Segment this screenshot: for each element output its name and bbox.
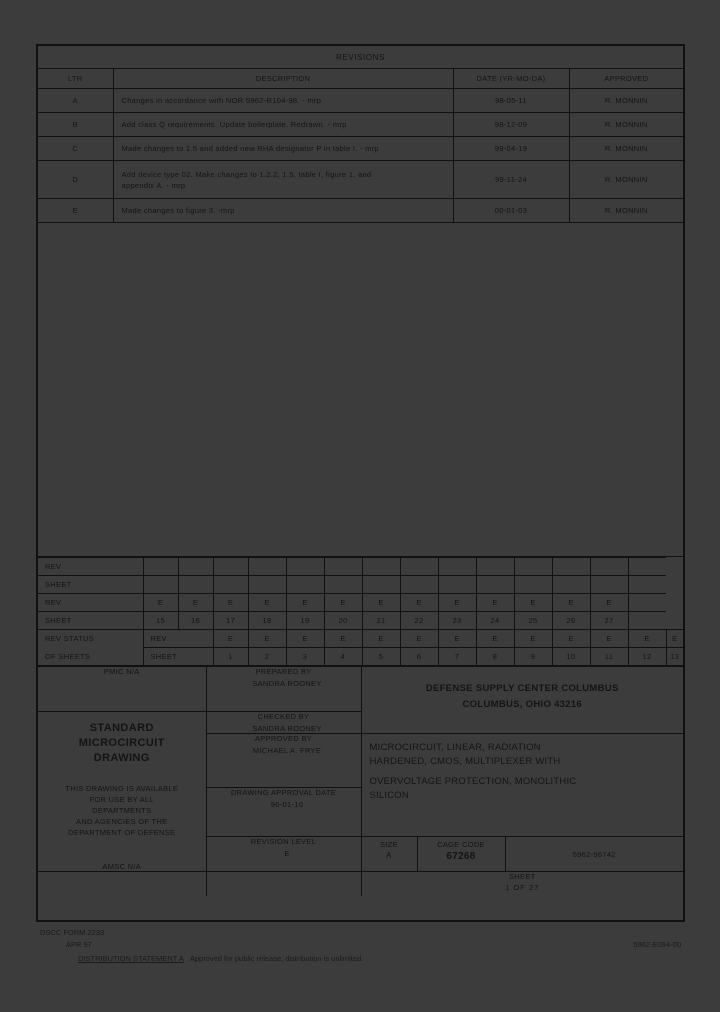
form-number: DSCC FORM 2233 — [40, 928, 105, 937]
status-label-rev: REV — [38, 558, 143, 576]
status-cell — [628, 576, 666, 594]
size-label: SIZE — [380, 840, 398, 849]
status-cell: E — [213, 630, 248, 648]
drawing-sheet-frame — [36, 44, 685, 922]
status-cell: E — [628, 630, 666, 648]
revision-date: 99-04-19 — [453, 137, 569, 161]
availability-line5: DEPARTMENT OF DEFENSE — [68, 828, 176, 837]
smd-block — [38, 712, 206, 872]
status-label-sheet: SHEET — [38, 576, 143, 594]
approved-by-field — [206, 734, 361, 788]
status-cell: E — [213, 594, 248, 612]
status-cell: E — [514, 594, 552, 612]
status-cell: 25 — [514, 612, 552, 630]
sheet-field — [361, 872, 683, 897]
status-row-rev-mid — [38, 594, 683, 612]
status-cell — [248, 576, 286, 594]
status-cell — [362, 558, 400, 576]
status-cell: 8 — [476, 648, 514, 666]
agency-name-line2: COLUMBUS, OHIO 43216 — [462, 699, 583, 710]
revision-description-line2: appendix A. - mrp — [121, 180, 186, 190]
drawing-canvas-area — [38, 223, 683, 557]
status-cell: E — [400, 630, 438, 648]
revision-description — [113, 161, 453, 199]
status-label-revstatus: REV STATUS — [38, 630, 143, 648]
revision-description: Made changes to 1.5 and added new RHA designator P in table I. - mrp — [113, 137, 453, 161]
document-code: 5962-E094-00 — [633, 940, 681, 949]
revision-level-field — [206, 837, 361, 872]
approval-date-value: 96-01-10 — [270, 800, 304, 809]
status-cell — [438, 576, 476, 594]
status-row-sheet-mid — [38, 612, 683, 630]
title-block-row-prepared — [38, 667, 683, 712]
status-cell: E — [286, 594, 324, 612]
status-cell: E — [362, 630, 400, 648]
smd-title-line1: STANDARD — [89, 722, 154, 734]
description-line1: MICROCIRCUIT, LINEAR, RADIATION — [369, 742, 541, 753]
table-row — [38, 199, 683, 223]
status-cell: 24 — [476, 612, 514, 630]
status-cell: 26 — [552, 612, 590, 630]
status-row-rev-bottom — [38, 630, 683, 648]
table-row — [38, 89, 683, 113]
approved-by-label: APPROVED BY — [254, 734, 313, 743]
status-cell — [552, 576, 590, 594]
description-line3: OVERVOLTAGE PROTECTION, MONOLITHIC — [369, 776, 577, 787]
title-block-spacer-mid — [206, 872, 361, 897]
status-cell: 13 — [666, 648, 683, 666]
prepared-by-label: PREPARED BY — [255, 667, 312, 676]
revisions-table — [38, 46, 683, 223]
prepared-by-field — [206, 667, 361, 712]
status-cell — [286, 576, 324, 594]
status-cell — [400, 576, 438, 594]
revision-date: 99-11-24 — [453, 161, 569, 199]
approval-date-label: DRAWING APPROVAL DATE — [230, 788, 337, 797]
status-cell: E — [438, 630, 476, 648]
page-footer — [40, 928, 685, 963]
drawing-number: 5962-96742 — [505, 837, 683, 872]
status-cell: 2 — [248, 648, 286, 666]
prepared-by-name: SANDRA ROONEY — [252, 679, 322, 688]
column-header-approved: APPROVED — [569, 69, 683, 89]
status-cell: 9 — [514, 648, 552, 666]
status-cell: E — [286, 630, 324, 648]
status-cell — [628, 558, 666, 576]
status-cell — [213, 558, 248, 576]
title-block — [38, 666, 683, 896]
drawing-description — [361, 734, 683, 837]
status-row-rev-top — [38, 558, 683, 576]
status-cell — [590, 576, 628, 594]
status-cell — [514, 558, 552, 576]
revision-description: Made changes to figure 3. -mrp — [113, 199, 453, 223]
checked-by-field — [206, 712, 361, 734]
status-cell — [178, 558, 213, 576]
status-label-ofsheets: OF SHEETS — [38, 648, 143, 666]
cage-code-field — [417, 837, 505, 872]
revision-letter: A — [38, 89, 113, 113]
title-block-row-sheet — [38, 872, 683, 897]
revision-level-value: E — [284, 849, 290, 858]
form-date: APR 97 — [66, 940, 92, 949]
revisions-title: REVISIONS — [38, 46, 683, 69]
status-cell: 22 — [400, 612, 438, 630]
status-cell — [476, 558, 514, 576]
description-line2: HARDENED, CMOS, MULTIPLEXER WITH — [369, 756, 561, 767]
status-cell: 17 — [213, 612, 248, 630]
status-cell: 21 — [362, 612, 400, 630]
table-row — [38, 137, 683, 161]
availability-line2: FOR USE BY ALL — [89, 795, 154, 804]
status-cell — [590, 558, 628, 576]
revisions-header-row — [38, 69, 683, 89]
status-cell: 1 — [213, 648, 248, 666]
table-row — [38, 161, 683, 199]
status-label-rev: REV — [38, 594, 143, 612]
distribution-statement-text: Approved for public release; distribution is unlimited. — [189, 954, 364, 963]
revision-approved: R. MONNIN — [569, 113, 683, 137]
revision-approved: R. MONNIN — [569, 89, 683, 113]
smd-title-line3: DRAWING — [93, 752, 150, 764]
status-cell: E — [438, 594, 476, 612]
revision-date: 00-01-03 — [453, 199, 569, 223]
status-cell — [324, 576, 362, 594]
status-cell: 5 — [362, 648, 400, 666]
distribution-statement-label: DISTRIBUTION STATEMENT A — [78, 954, 184, 963]
status-cell: 19 — [286, 612, 324, 630]
revision-letter: C — [38, 137, 113, 161]
status-cell: E — [248, 630, 286, 648]
revision-letter: B — [38, 113, 113, 137]
status-cell — [143, 576, 178, 594]
sheet-label: SHEET — [509, 872, 536, 881]
status-cell — [362, 576, 400, 594]
pmic-field: PMIC N/A — [38, 667, 206, 712]
revision-date: 98-12-09 — [453, 113, 569, 137]
status-cell: E — [248, 594, 286, 612]
status-label-sheet: SHEET — [38, 612, 143, 630]
revision-status-grid — [38, 557, 683, 666]
status-cell: 16 — [178, 612, 213, 630]
status-cell: E — [666, 630, 683, 648]
status-cell — [286, 558, 324, 576]
status-cell: 15 — [143, 612, 178, 630]
sheet-of-value: 1 OF 27 — [505, 883, 540, 892]
description-line4: SILICON — [369, 790, 409, 801]
status-cell — [143, 558, 178, 576]
amsc-field: AMSC N/A — [102, 862, 142, 871]
status-cell: E — [590, 630, 628, 648]
revision-approved: R. MONNIN — [569, 137, 683, 161]
revision-level-label: REVISION LEVEL — [250, 837, 317, 846]
status-cell — [514, 576, 552, 594]
status-cell — [248, 558, 286, 576]
status-cell: 20 — [324, 612, 362, 630]
status-cell: E — [514, 630, 552, 648]
distribution-statement — [78, 954, 363, 963]
agency-block — [361, 667, 683, 734]
status-cell — [324, 558, 362, 576]
status-cell: 7 — [438, 648, 476, 666]
status-row-sheet-bottom — [38, 648, 683, 666]
title-block-spacer-left — [38, 872, 206, 897]
status-cell: 4 — [324, 648, 362, 666]
checked-by-name: SANDRA ROONEY — [252, 724, 322, 733]
status-cell — [552, 558, 590, 576]
status-cell — [438, 558, 476, 576]
column-header-description: DESCRIPTION — [113, 69, 453, 89]
status-cell: E — [324, 630, 362, 648]
column-header-date: DATE (YR-MO-DA) — [453, 69, 569, 89]
status-cell: 18 — [248, 612, 286, 630]
revision-description: Add class Q requirements. Update boilerplate. Redrawn. - mrp — [113, 113, 453, 137]
column-header-ltr: LTR — [38, 69, 113, 89]
status-cell: E — [552, 630, 590, 648]
status-cell: 6 — [400, 648, 438, 666]
status-cell: E — [590, 594, 628, 612]
status-cell — [476, 576, 514, 594]
status-cell: 10 — [552, 648, 590, 666]
revision-letter: E — [38, 199, 113, 223]
agency-name-line1: DEFENSE SUPPLY CENTER COLUMBUS — [425, 683, 619, 694]
status-row-sheet-top — [38, 576, 683, 594]
checked-by-label: CHECKED BY — [257, 712, 310, 721]
status-cell: E — [362, 594, 400, 612]
status-sublabel-sheet: SHEET — [143, 648, 213, 666]
revision-approved: R. MONNIN — [569, 199, 683, 223]
revision-approved: R. MONNIN — [569, 161, 683, 199]
status-cell: E — [324, 594, 362, 612]
status-cell — [400, 558, 438, 576]
status-cell: 11 — [590, 648, 628, 666]
revision-letter: D — [38, 161, 113, 199]
status-cell: E — [476, 630, 514, 648]
status-cell: 27 — [590, 612, 628, 630]
cage-code-label: CAGE CODE — [437, 840, 485, 849]
status-cell — [213, 576, 248, 594]
status-cell: 3 — [286, 648, 324, 666]
status-sublabel-rev: REV — [143, 630, 213, 648]
approval-date-field — [206, 788, 361, 837]
approved-by-name: MICHAEL A. FRYE — [252, 746, 322, 755]
revision-description: Changes in accordance with NOR 5962-R104-98. - mrp — [113, 89, 453, 113]
table-row — [38, 113, 683, 137]
size-field — [361, 837, 417, 872]
status-cell: E — [143, 594, 178, 612]
availability-line1: THIS DRAWING IS AVAILABLE — [65, 784, 179, 793]
status-cell: 23 — [438, 612, 476, 630]
smd-title-line2: MICROCIRCUIT — [78, 737, 165, 749]
status-cell — [178, 576, 213, 594]
cage-code-value: 67268 — [446, 851, 476, 862]
status-cell: E — [178, 594, 213, 612]
status-cell: E — [400, 594, 438, 612]
revision-description-line1: Add device type 02. Make changes to 1.2.2, 1.5, table I, figure 1, and — [121, 169, 372, 179]
revisions-title-row — [38, 46, 683, 69]
availability-line4: AND AGENCIES OF THE — [76, 817, 168, 826]
status-cell: 12 — [628, 648, 666, 666]
status-cell — [628, 612, 666, 630]
status-cell: E — [476, 594, 514, 612]
availability-line3: DEPARTMENTS — [92, 806, 152, 815]
revision-date: 98-05-11 — [453, 89, 569, 113]
size-value: A — [386, 851, 392, 860]
status-cell — [628, 594, 666, 612]
status-cell: E — [552, 594, 590, 612]
